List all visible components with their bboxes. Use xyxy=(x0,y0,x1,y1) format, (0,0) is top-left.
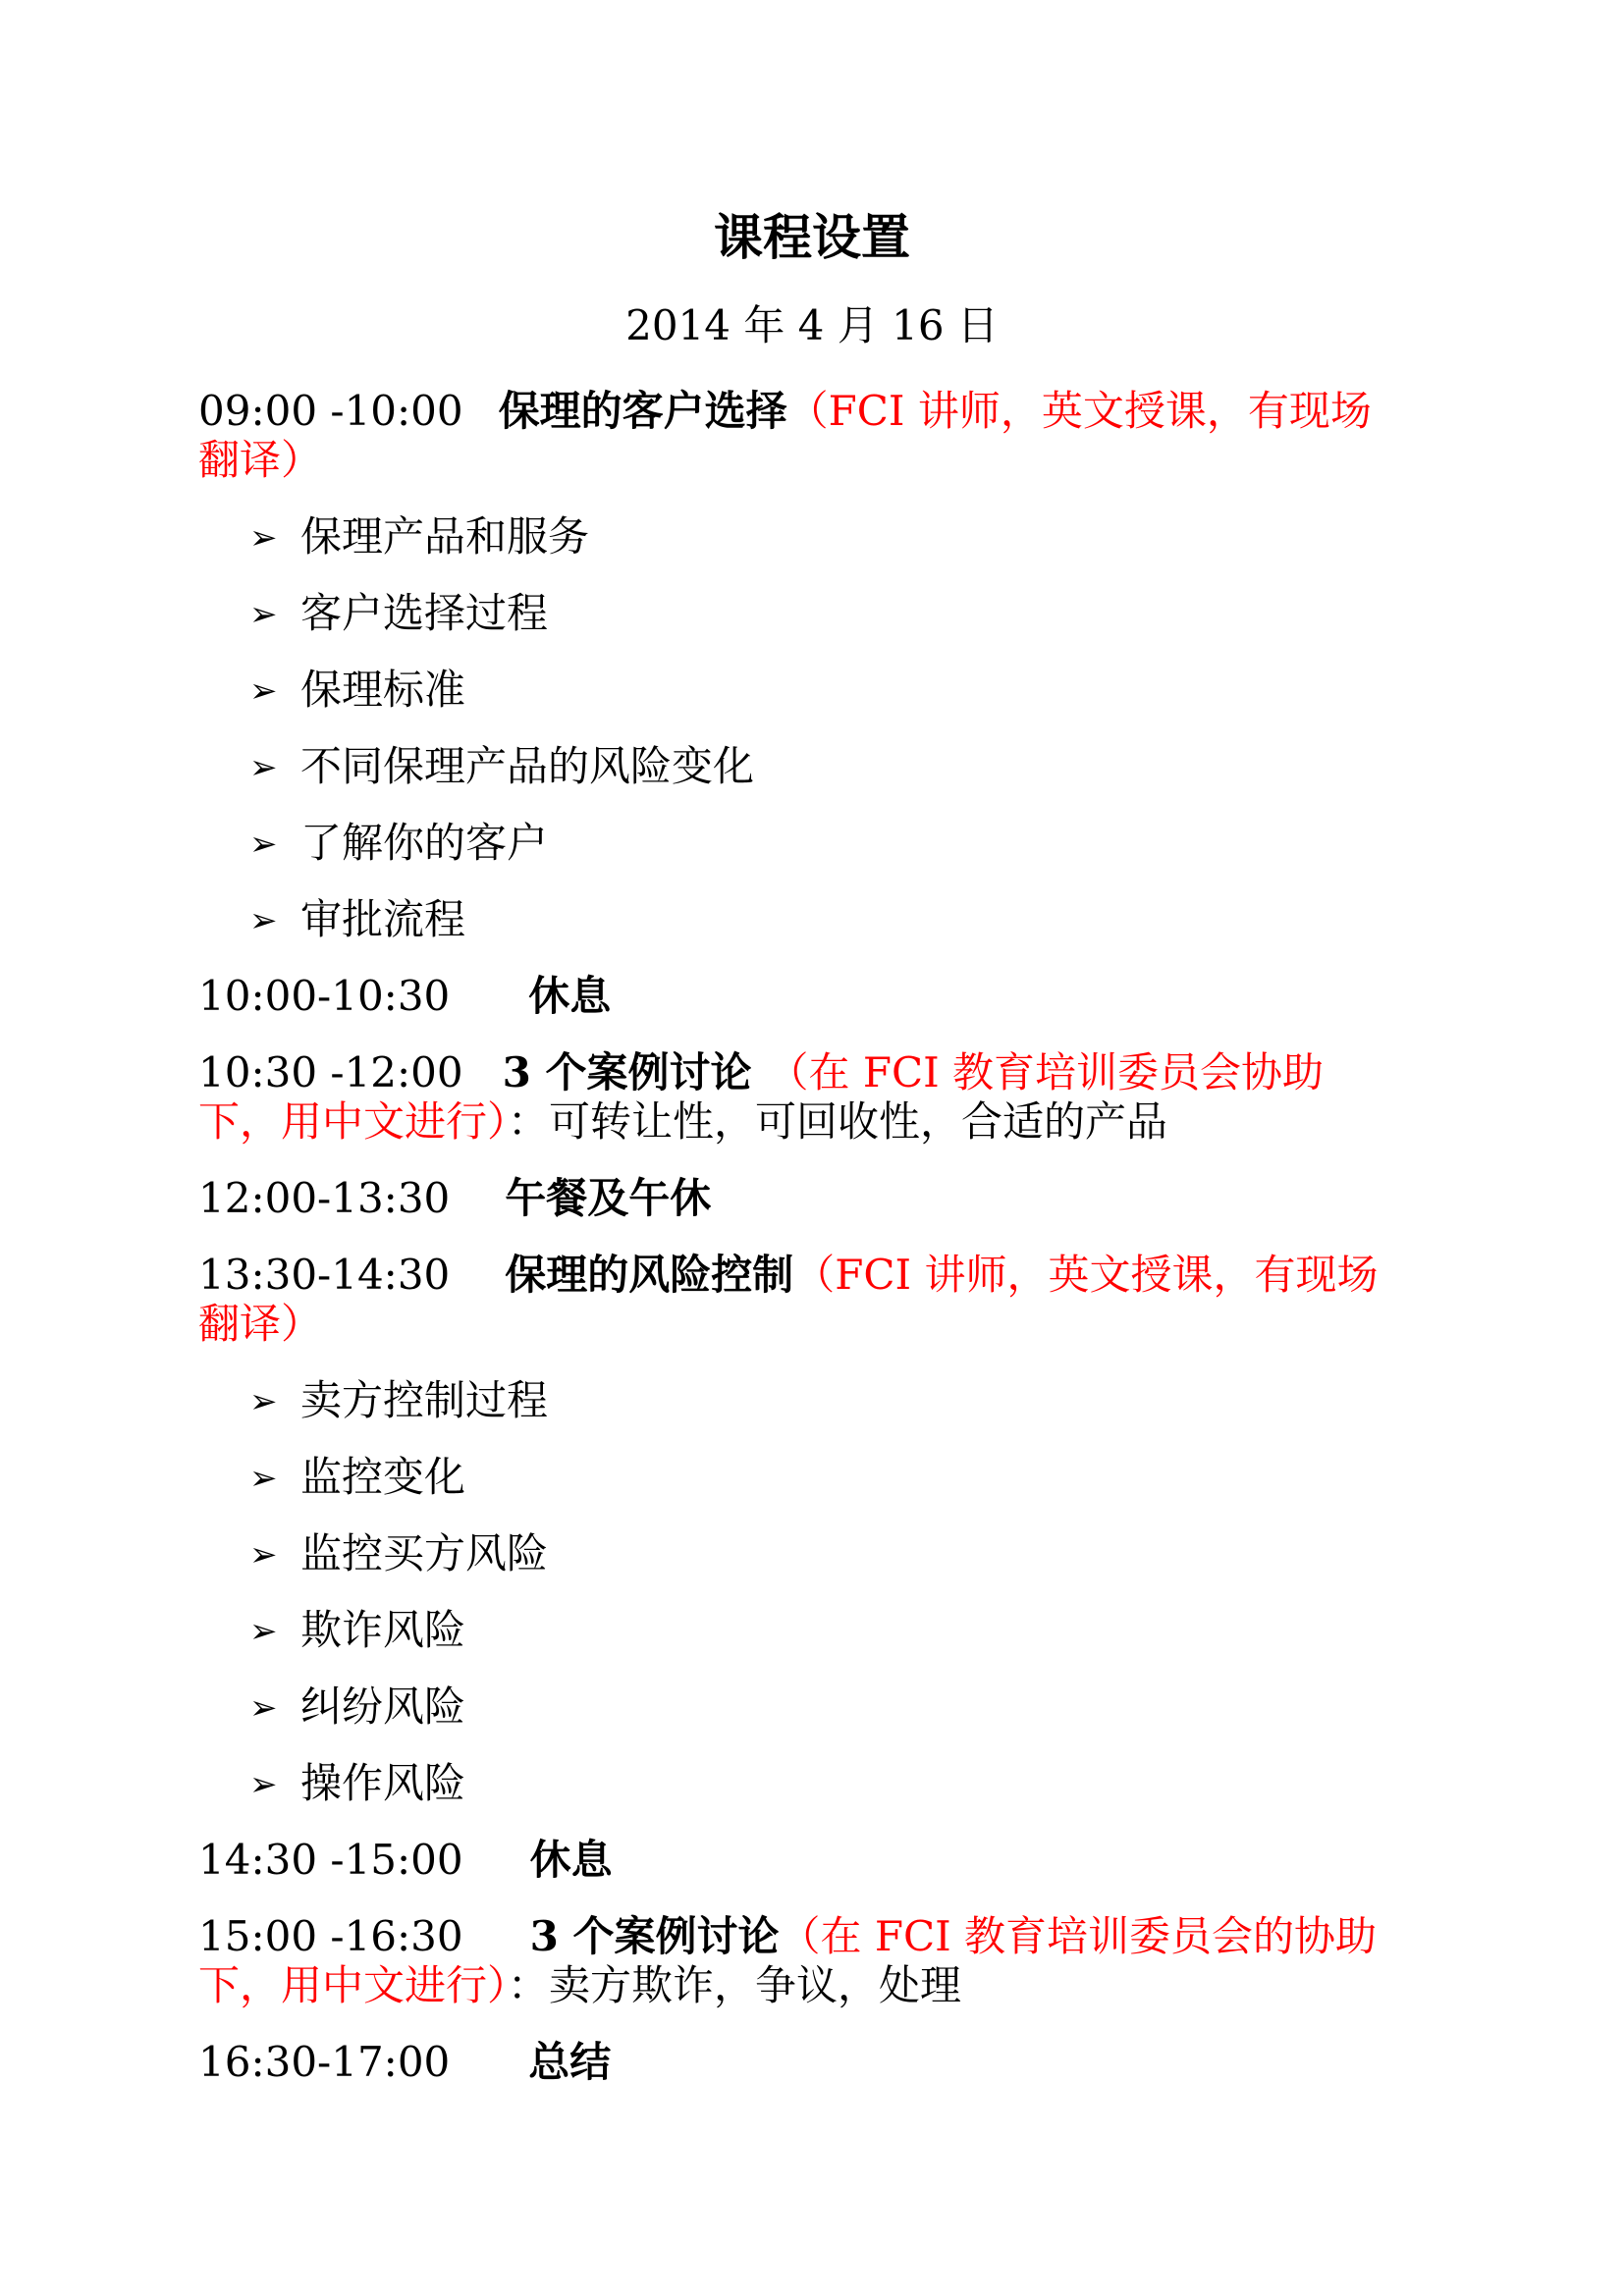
session-note-continued: 翻译） xyxy=(198,436,323,484)
schedule-row xyxy=(198,387,1372,436)
time-range: 16:30-17:00 xyxy=(198,2038,451,2086)
session-topic: 休息 xyxy=(529,1836,613,1884)
session-topic: 午餐及午休 xyxy=(505,1174,712,1222)
schedule-row xyxy=(198,1912,1377,1961)
session-topic: 总结 xyxy=(528,2038,612,2086)
list-item-text: 监控变化 xyxy=(300,1453,466,1501)
session-topic: 保理的风险控制 xyxy=(505,1251,794,1299)
schedule-row-continued xyxy=(198,1961,961,2010)
arrowhead-bullet-icon: ➢ xyxy=(249,1612,278,1651)
time-range: 12:00-13:30 xyxy=(198,1174,451,1222)
arrowhead-bullet-icon: ➢ xyxy=(249,1535,278,1575)
arrowhead-bullet-icon: ➢ xyxy=(249,748,278,787)
session-note: （FCI 讲师，英文授课，有现场 xyxy=(786,387,1372,435)
schedule-row xyxy=(198,2038,611,2087)
list-item xyxy=(249,1759,465,1809)
arrowhead-bullet-icon: ➢ xyxy=(249,595,278,634)
arrowhead-bullet-icon: ➢ xyxy=(249,518,278,558)
list-item xyxy=(249,512,589,562)
list-item-text: 监控买方风险 xyxy=(300,1529,549,1577)
schedule-row-continued xyxy=(198,1097,1167,1147)
list-item xyxy=(249,895,465,945)
arrowhead-bullet-icon: ➢ xyxy=(249,1459,278,1498)
schedule-row xyxy=(198,1251,1379,1300)
schedule-row xyxy=(198,972,611,1021)
time-range: 10:00-10:30 xyxy=(198,972,451,1020)
page-date: 2014 年 4 月 16 日 xyxy=(625,301,999,349)
list-item-text: 客户选择过程 xyxy=(300,589,549,637)
list-item-text: 了解你的客户 xyxy=(300,819,549,867)
time-range: 10:30 -12:00 xyxy=(198,1048,463,1096)
list-item-text: 纠纷风险 xyxy=(300,1682,466,1731)
arrowhead-bullet-icon: ➢ xyxy=(249,671,278,711)
list-item-text: 保理标准 xyxy=(300,666,466,714)
list-item-text: 不同保理产品的风险变化 xyxy=(300,742,755,790)
list-item xyxy=(249,1529,548,1579)
session-topic: 3 个案例讨论 xyxy=(529,1912,780,1960)
page-title: 课程设置 xyxy=(714,208,910,266)
time-range: 13:30-14:30 xyxy=(198,1251,451,1299)
list-item-text: 卖方控制过程 xyxy=(300,1376,549,1424)
schedule-row xyxy=(198,1048,1324,1097)
arrowhead-bullet-icon: ➢ xyxy=(249,1382,278,1421)
schedule-row xyxy=(198,1174,711,1223)
schedule-row xyxy=(198,1836,613,1885)
list-item xyxy=(249,742,754,792)
arrowhead-bullet-icon: ➢ xyxy=(249,1765,278,1804)
session-topic: 保理的客户选择 xyxy=(498,387,787,435)
session-note-continued: 下，用中文进行） xyxy=(198,1097,509,1146)
list-item xyxy=(249,1682,465,1733)
session-detail: ：可转让性，可回收性，合适的产品 xyxy=(508,1097,1168,1146)
list-item xyxy=(249,666,465,716)
session-topic: 休息 xyxy=(528,972,612,1020)
arrowhead-bullet-icon: ➢ xyxy=(249,825,278,864)
arrowhead-bullet-icon: ➢ xyxy=(249,901,278,940)
schedule-row-continued xyxy=(198,1300,322,1349)
time-range: 15:00 -16:30 xyxy=(198,1912,463,1960)
list-item-text: 操作风险 xyxy=(300,1759,466,1807)
schedule-row-continued xyxy=(198,436,322,485)
list-item xyxy=(249,1606,465,1656)
session-note-continued: 翻译） xyxy=(198,1300,323,1348)
session-note-continued: 下，用中文进行） xyxy=(198,1961,509,2009)
list-item-text: 审批流程 xyxy=(300,895,466,943)
list-item xyxy=(249,1453,465,1503)
list-item xyxy=(249,819,548,869)
session-note: （FCI 讲师，英文授课，有现场 xyxy=(793,1251,1379,1299)
session-topic: 3 个案例讨论 xyxy=(502,1048,752,1096)
list-item-text: 保理产品和服务 xyxy=(300,512,590,561)
session-note: （在 FCI 教育培训委员会协助 xyxy=(767,1048,1325,1096)
session-detail: ：卖方欺诈，争议，处理 xyxy=(508,1961,962,2009)
session-note: （在 FCI 教育培训委员会的协助 xyxy=(779,1912,1378,1960)
list-item xyxy=(249,1376,548,1426)
list-item xyxy=(249,589,548,639)
time-range: 09:00 -10:00 xyxy=(198,387,463,435)
arrowhead-bullet-icon: ➢ xyxy=(249,1688,278,1728)
time-range: 14:30 -15:00 xyxy=(198,1836,463,1884)
list-item-text: 欺诈风险 xyxy=(300,1606,466,1654)
